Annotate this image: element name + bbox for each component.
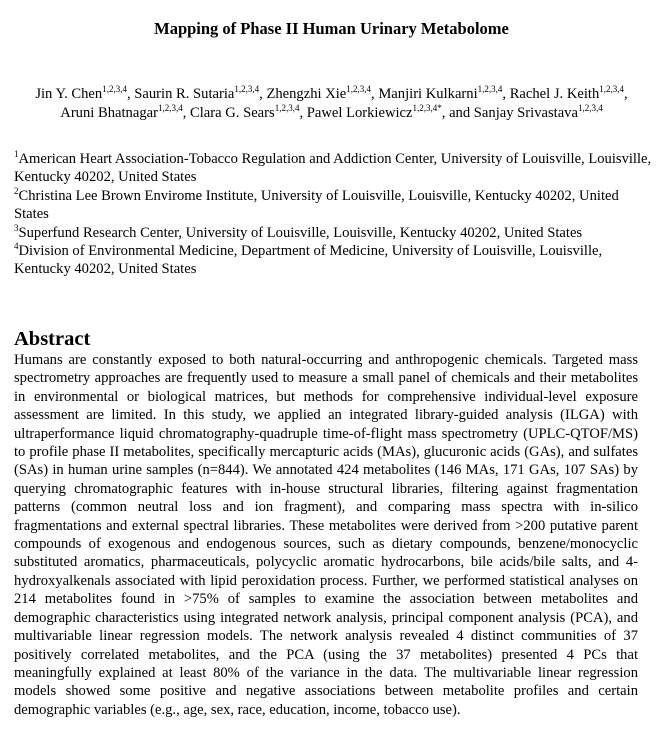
author: Zhengzhi Xie$^{1,2,3,4}$, [266,84,379,102]
affiliation-text: Division of Environmental Medicine, Department of Medicine, University of Louisville, Louisville, Kentucky 40202, United States [14,243,603,278]
author: Aruni Bhatnagar$^{1,2,3,4}$, [60,103,190,121]
author-affiliation-marker: 1,2,3,4 [234,84,260,95]
affiliation-text: Christina Lee Brown Envirome Institute, University of Louisville, Louisville, Kentucky 40202, United States [14,187,619,223]
affiliation [14,224,654,242]
author-list [20,85,643,123]
affiliation-text: Superfund Research Center, University of Louisville, Louisville, Kentucky 40202, United States [18,224,583,241]
author-affiliation-marker: 1,2,3,4 [102,84,127,95]
author: Saurin R. Sutaria$^{1,2,3,4}$, [134,84,267,102]
affiliation-number: 2 [14,185,19,196]
author-affiliation-marker: 1,2,3,4 [346,84,372,95]
author-affiliation-marker: 1,2,3,4 [274,103,300,114]
author: Sanjay Srivastava$^{1,2,3,4}$ [473,103,603,121]
abstract-body: Humans are constantly exposed to both natural-occurring and anthropogenic chemicals. Targeted mass spectrometry approaches are frequently used to measure a small panel of chemicals and their metabolites in environmental or biological matrices, but methods for comprehensive individual-level exposure assessment are limited. In this study, we applied an integrated library-guided analysis (ILGA) with ultraperformance liquid chromatography-quadruple time-of-flight mass spectrometry (UPLC-QTOF/MS) to profile phase II metabolites, specifically mercapturic acids (MAs), glucuronic acids (GAs), and sulfates (SAs) in human urine samples (n=844). We annotated 424 metabolites (146 MAs, 171 GAs, 107 SAs) by querying chromatographic features with in-house structural libraries, filtering against fragmentation patterns (common neutral loss and ion fragment), and comparing mass spectra with in-silico fragmentations and external spectral libraries. These metabolites were derived from >200 putative parent compounds of exogenous and endogenous sources, such as dietary compounds, benzene/monocyclic substituted aromatics, pharmaceuticals, polycyclic aromatic hydrocarbons, bile acids/bile salts, and 4-hydroxyalkenals associated with lipid peroxidation process. Further, we performed statistical analyses on 214 metabolites found in >75% of samples to examine the association between metabolites and demographic characteristics using integrated network analysis, principal component analysis (PCA), and multivariable linear regression models. The network analysis revealed 4 distinct communities of 37 positively correlated metabolites, and the PCA (using the 37 metabolites) presented 4 PCs that meaningfully explained at least 80% of the variance in the data. The multivariable linear regression models showed some positive and negative associations between metabolite profiles and certain demographic variables (e.g., age, sex, race, education, income, tobacco use). [14,352,638,718]
author-affiliation-marker: 1,2,3,4 [157,103,183,114]
affiliation [14,187,654,224]
affiliation-number: 4 [14,241,19,252]
author: Pawel Lorkiewicz$^{1,2,3,4*}$, and [306,103,474,121]
paper-title: Mapping of Phase II Human Urinary Metabolome [154,19,509,38]
affiliation-text: American Heart Association-Tobacco Regulation and Addiction Center, University of Louisville, Louisville, Kentucky 40202, United States [14,151,652,186]
affiliation-number: 1 [14,149,19,160]
author: Rachel J. Keith$^{1,2,3,4}$, [509,84,628,102]
author-affiliation-marker: 1,2,3,4 [477,84,503,95]
author-affiliation-marker: 1,2,3,4 [599,84,625,95]
author: Jin Y. Chen$^{1,2,3,4}$, [35,84,135,102]
author: Clara G. Sears$^{1,2,3,4}$, [190,103,307,121]
abstract-heading: Abstract [14,328,91,350]
affiliation [14,242,654,279]
affiliation [14,150,654,187]
affiliation-number: 3 [14,222,19,233]
author: Manjiri Kulkarni$^{1,2,3,4}$, [378,84,510,102]
affiliation-list [14,150,654,279]
author-affiliation-marker: 1,2,3,4* [412,103,442,114]
author-affiliation-marker: 1,2,3,4 [577,103,603,114]
